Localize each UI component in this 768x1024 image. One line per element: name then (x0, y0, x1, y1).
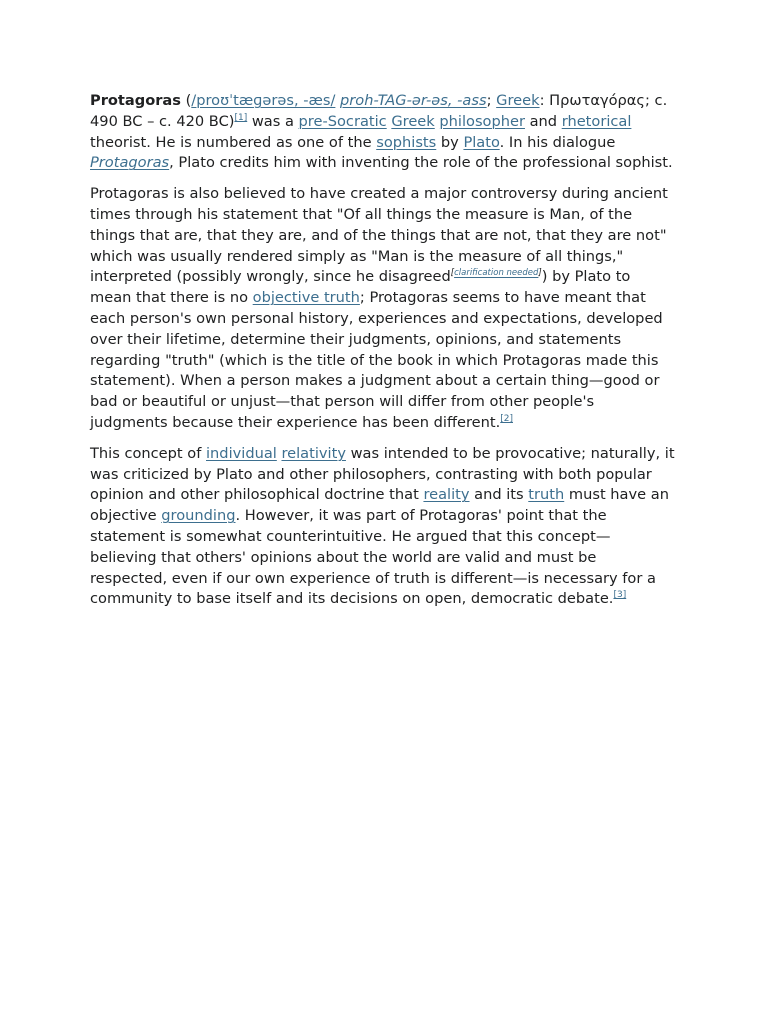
semicolon: ; (486, 92, 497, 109)
plato-link[interactable]: Plato (463, 133, 500, 151)
truth-link[interactable]: truth (528, 486, 565, 504)
rhetorical-link[interactable]: rhetorical (561, 112, 632, 130)
philosopher-link[interactable]: philosopher (439, 112, 525, 130)
paren-open: ( (185, 92, 192, 109)
reference-2-link[interactable]: [2] (500, 413, 513, 424)
pre-socratic-link[interactable]: pre-Socratic (298, 112, 387, 130)
relativity-text-2: was intended to be provocative; naturally, it was criticized by Plato and other philosophers, contrasting with both popular opinion and other philosophical doctrine that (90, 444, 675, 504)
and-text: and (524, 112, 562, 130)
tag-bracket-close: ] (538, 268, 542, 279)
intro-end-text: , Plato credits him with inventing the role of the professional sophist. (169, 154, 673, 172)
was-a-text: was a (247, 112, 299, 130)
controversy-text-3: ; Protagoras seems to have meant that each person's own personal history, experiences and expectations, developed over their lifetime, determine their judgments, opinions, and statements regarding "truth" (which is the title of the book in which Protagoras made this statement). When a person makes a judgment about a certain thing—good or bad or beautiful or unjust—that person will differ from other people's judgments because their experience has been different. (90, 289, 663, 431)
individual-link[interactable]: individual (206, 444, 277, 462)
relativity-text-1: This concept of (90, 444, 206, 462)
respell-part-1: proh (340, 92, 374, 109)
reference-3 (613, 590, 626, 600)
relativity-text-3: and its (469, 486, 529, 504)
respell-sep-1: - (373, 92, 378, 109)
greek-language-link[interactable]: Greek (496, 92, 540, 109)
clarification-needed-tag (451, 268, 542, 278)
respell-part-3: ər-əs, -ass (411, 92, 487, 109)
reference-1-link[interactable]: [1] (234, 112, 248, 123)
reference-2 (500, 414, 513, 424)
tag-bracket-open: [ (450, 268, 455, 279)
greek-name-and-dates: : Πρωταγόρας; c. 490 BC – c. 420 BC) (90, 92, 668, 130)
dialogue-text: . In his dialogue (499, 133, 616, 151)
article-body (90, 91, 676, 620)
protagoras-dialogue-link[interactable]: Protagoras (90, 154, 170, 172)
respelling-link[interactable] (340, 92, 487, 109)
reality-link[interactable]: reality (423, 486, 470, 504)
clarification-needed-link[interactable]: clarification needed (454, 268, 539, 279)
greek-link[interactable]: Greek (391, 112, 435, 130)
by-text: by (436, 133, 464, 151)
relativity-text-5: . However, it was part of Protagoras' point that the statement is somewhat counterintuitive. He argued that this concept—believing that others' opinions about the world are valid and must be respected, even if our own experience of truth is different—is necessary for a community to base itself and its decisions on open, democratic debate. (90, 507, 656, 608)
paragraph-controversy (90, 184, 676, 434)
sophists-link[interactable]: sophists (376, 133, 437, 151)
ipa-pronunciation-link[interactable]: /proʊˈtæɡərəs, -æs/ (191, 92, 336, 109)
relativity-text-4: must have an objective (90, 486, 669, 525)
relativity-link[interactable]: relativity (281, 444, 346, 462)
theorist-text: theorist. He is numbered as one of the (90, 133, 377, 151)
paragraph-intro (90, 91, 676, 174)
grounding-link[interactable]: grounding (161, 507, 236, 525)
objective-truth-link[interactable]: objective truth (252, 289, 360, 307)
paragraph-relativity (90, 444, 676, 610)
reference-3-link[interactable]: [3] (613, 590, 627, 601)
reference-1 (234, 113, 247, 123)
respell-sep-2: - (406, 92, 412, 109)
respell-part-2: TAG (377, 92, 407, 109)
article-subject: Protagoras (90, 92, 181, 109)
controversy-text-2: ) by Plato to mean that there is no (90, 268, 631, 307)
controversy-text-1: Protagoras is also believed to have created a major controversy during ancient times through his statement that "Of all things the measure is Man, of the things that are, that they are, and of the things that are not, that they are not" which was usually rendered simply as "Man is the measure of all things," interpreted (possibly wrongly, since he disagreed (90, 185, 668, 286)
